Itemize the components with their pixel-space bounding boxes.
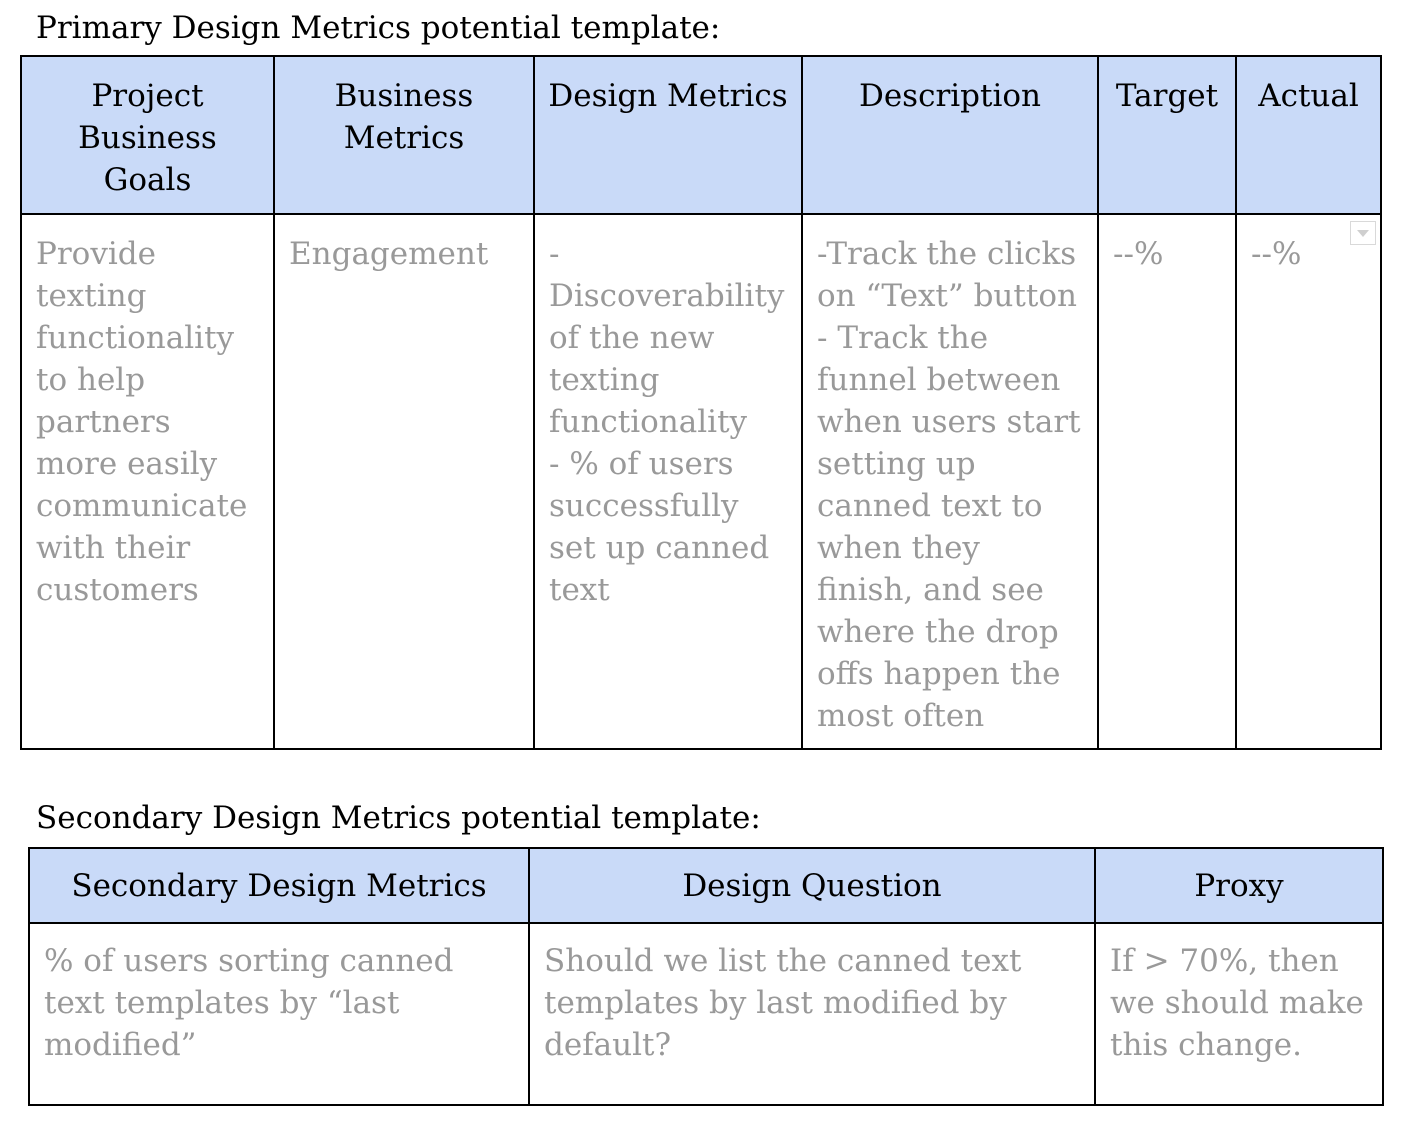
header-secondary-design-metrics: Secondary Design Metrics	[29, 848, 529, 923]
header-target: Target	[1098, 56, 1236, 214]
table-header-row	[21, 56, 1381, 214]
secondary-metrics-table	[28, 847, 1384, 1106]
table-row	[21, 214, 1381, 749]
header-actual: Actual	[1236, 56, 1381, 214]
table-header-row	[29, 848, 1383, 923]
cell-actual[interactable]: --%	[1236, 214, 1381, 749]
header-proxy: Proxy	[1095, 848, 1383, 923]
header-business-metrics: Business Metrics	[274, 56, 534, 214]
cell-design-metrics[interactable]: - Discoverability of the new texting functionality - % of users successfully set up canned text	[534, 214, 802, 749]
cell-business-metrics[interactable]: Engagement	[274, 214, 534, 749]
header-description: Description	[802, 56, 1098, 214]
cell-description[interactable]: -Track the clicks on “Text” button - Track the funnel between when users start setting up canned text to when they finish, and see where the drop offs happen the most often	[802, 214, 1098, 749]
header-design-metrics: Design Metrics	[534, 56, 802, 214]
table-row	[29, 923, 1383, 1105]
chevron-down-icon[interactable]	[1350, 221, 1376, 245]
cell-project-business-goals[interactable]: Provide texting functionality to help partners more easily communicate with their customers	[21, 214, 274, 749]
cell-design-question[interactable]: Should we list the canned text templates by last modified by default?	[529, 923, 1095, 1105]
cell-proxy[interactable]: If > 70%, then we should make this change.	[1095, 923, 1383, 1105]
header-design-question: Design Question	[529, 848, 1095, 923]
cell-target[interactable]: --%	[1098, 214, 1236, 749]
cell-secondary-design-metrics[interactable]: % of users sorting canned text templates by “last modified”	[29, 923, 529, 1105]
primary-metrics-table	[20, 55, 1382, 750]
header-project-business-goals: Project Business Goals	[21, 56, 274, 214]
secondary-table-caption: Secondary Design Metrics potential template:	[36, 800, 761, 836]
primary-table-caption: Primary Design Metrics potential template:	[36, 10, 721, 46]
